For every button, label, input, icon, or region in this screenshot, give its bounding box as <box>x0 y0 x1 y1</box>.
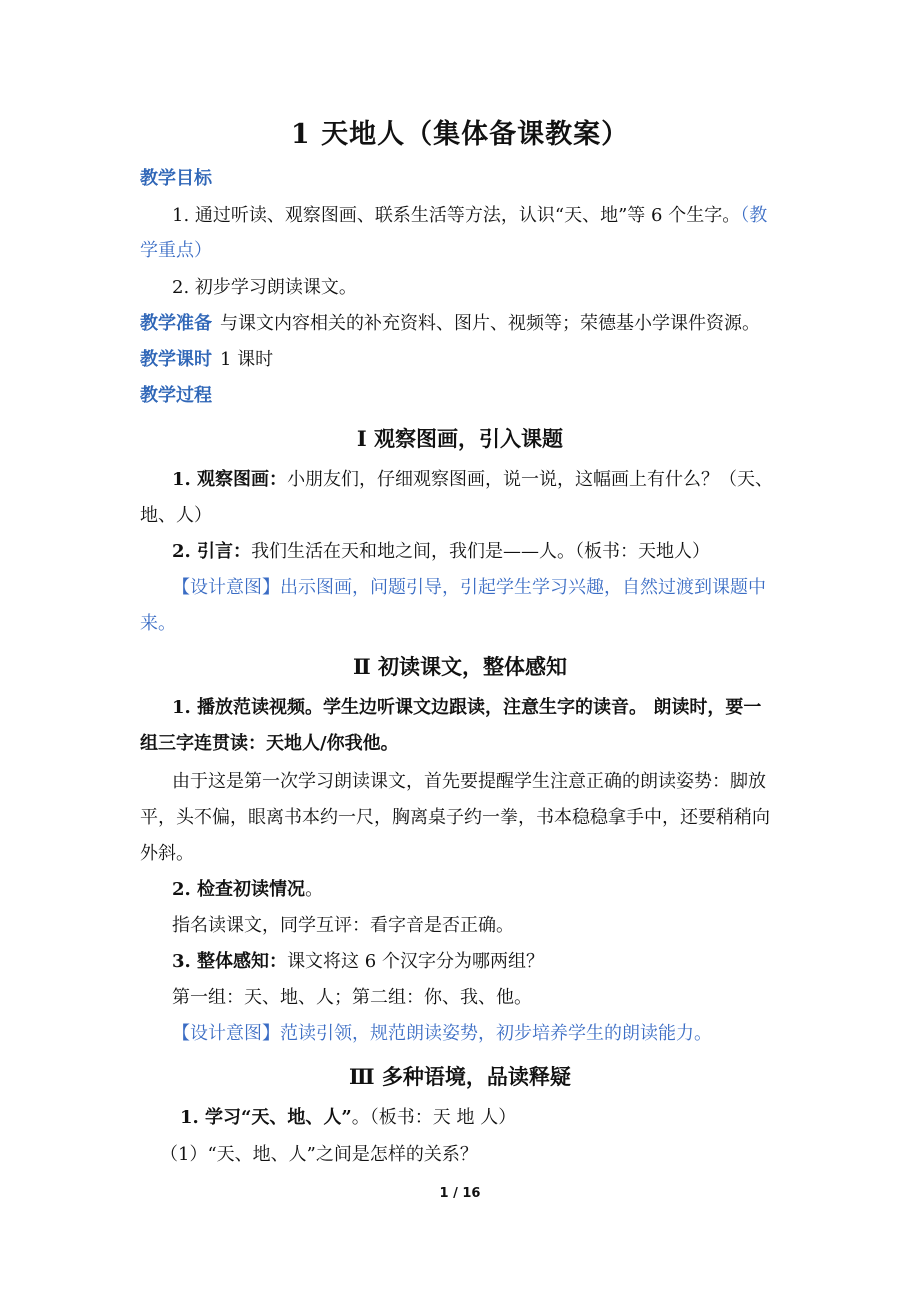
section-1-p1-text: 小朋友们，仔细观察图画，说一说，这幅画上有什么？（天、 <box>287 469 774 490</box>
section-1-p1-label: 1. 观察图画： <box>172 469 288 490</box>
section-1-para-2 <box>172 533 785 570</box>
section-1-para-1 <box>172 461 785 498</box>
section-1-design-intent-cont: 来。 <box>140 613 176 634</box>
section-2-p3-end: 。 <box>305 879 324 900</box>
section-2-p5-text: 课文将这 6 个汉字分为哪两组？ <box>287 951 544 972</box>
objective-1-note: （教 <box>740 205 768 226</box>
objective-1-text: 1. 通过听读、观察图画、联系生活等方法，认识“天、地”等 6 个生字。 <box>172 205 741 226</box>
hours-line <box>140 341 785 378</box>
section-3-para-2: （1）“天、地、人”之间是怎样的关系？ <box>160 1144 478 1165</box>
hours-text: 1 课时 <box>220 349 274 370</box>
hours-heading: 教学课时 <box>140 349 212 370</box>
section-2-para-6: 第一组：天、地、人；第二组：你、我、他。 <box>172 987 532 1008</box>
objectives-heading: 教学目标 <box>140 168 212 189</box>
objective-item-1 <box>172 197 785 234</box>
section-3-p1-label: 1. 学习“天、地、人” <box>180 1107 352 1128</box>
section-2-para-3 <box>172 871 785 908</box>
section-2-para-4: 指名读课文，同学互评：看字音是否正确。 <box>172 915 514 936</box>
section-2-para-1: 1. 播放范读视频。学生边听课文边跟读，注意生字的读音。 朗读时，要一 <box>172 697 762 718</box>
objective-1-note-cont: 学重点） <box>140 240 212 261</box>
section-1-p2-text: 我们生活在天和地之间，我们是——人。（板书：天地人） <box>251 541 711 562</box>
section-1-title: Ⅰ 观察图画，引入课题 <box>356 426 564 451</box>
section-1-p2-label: 2. 引言： <box>172 541 252 562</box>
section-2-para-5 <box>172 943 785 980</box>
section-3-para-1 <box>180 1099 793 1136</box>
section-2-para-2-line-3: 外斜。 <box>140 843 194 864</box>
section-2-p3-label: 2. 检查初读情况 <box>172 879 306 900</box>
document-title: 1 天地人（集体备课教案） <box>290 119 630 150</box>
section-2-p5-label: 3. 整体感知： <box>172 951 288 972</box>
process-heading: 教学过程 <box>140 385 212 406</box>
section-2-para-2-line-2: 平，头不偏，眼离书本约一尺，胸离桌子约一拳，书本稳稳拿手中，还要稍稍向 <box>140 807 770 828</box>
section-3-p1-text: 。（板书：天 地 人） <box>351 1107 517 1128</box>
section-2-design-intent: 【设计意图】范读引领，规范朗读姿势，初步培养学生的朗读能力。 <box>172 1023 712 1044</box>
section-1-para-1-cont: 地、人） <box>140 505 212 526</box>
section-2-para-1-cont: 组三字连贯读：天地人/你我他。 <box>140 733 399 754</box>
section-2-para-2: 由于这是第一次学习朗读课文，首先要提醒学生注意正确的朗读姿势：脚放 <box>172 771 766 792</box>
section-1-design-intent: 【设计意图】出示图画，问题引导，引起学生学习兴趣，自然过渡到课题中 <box>172 577 766 598</box>
prep-heading: 教学准备 <box>140 313 212 334</box>
section-2-title: Ⅱ 初读课文，整体感知 <box>352 654 567 679</box>
section-3-title: Ⅲ 多种语境，品读释疑 <box>349 1064 571 1089</box>
prep-line <box>140 305 785 342</box>
page-number: 1 / 16 <box>439 1186 481 1201</box>
prep-text: 与课文内容相关的补充资料、图片、视频等；荣德基小学课件资源。 <box>220 313 760 334</box>
objective-item-2: 2. 初步学习朗读课文。 <box>172 277 357 298</box>
